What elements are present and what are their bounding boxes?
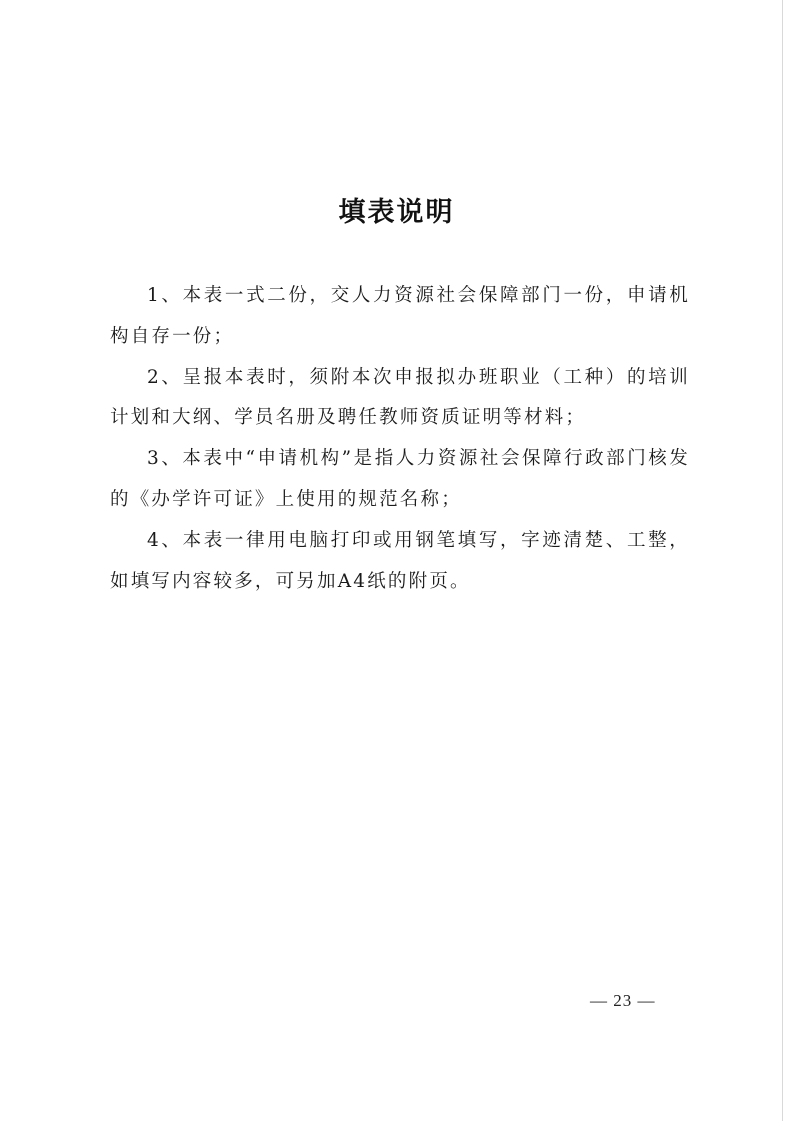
instruction-paragraph-2: 2、呈报本表时，须附本次申报拟办班职业（工种）的培训计划和大纲、学员名册及聘任教师资质证明等材料； [110, 366, 690, 429]
instruction-paragraph-4: 4、本表一律用电脑打印或用钢笔填写，字迹清楚、工整，如填写内容较多，可另加A4纸的附页。 [110, 529, 690, 592]
page-number: — 23 — [590, 991, 656, 1010]
instruction-paragraph-3: 3、本表中“申请机构”是指人力资源社会保障行政部门核发的《办学许可证》上使用的规范名称； [110, 448, 690, 510]
page-edge-line [782, 0, 783, 1121]
page-title: 填表说明 [338, 197, 455, 228]
instructions-body [110, 276, 690, 602]
instruction-paragraph-1: 1、本表一式二份，交人力资源社会保障部门一份，申请机构自存一份； [110, 285, 690, 347]
